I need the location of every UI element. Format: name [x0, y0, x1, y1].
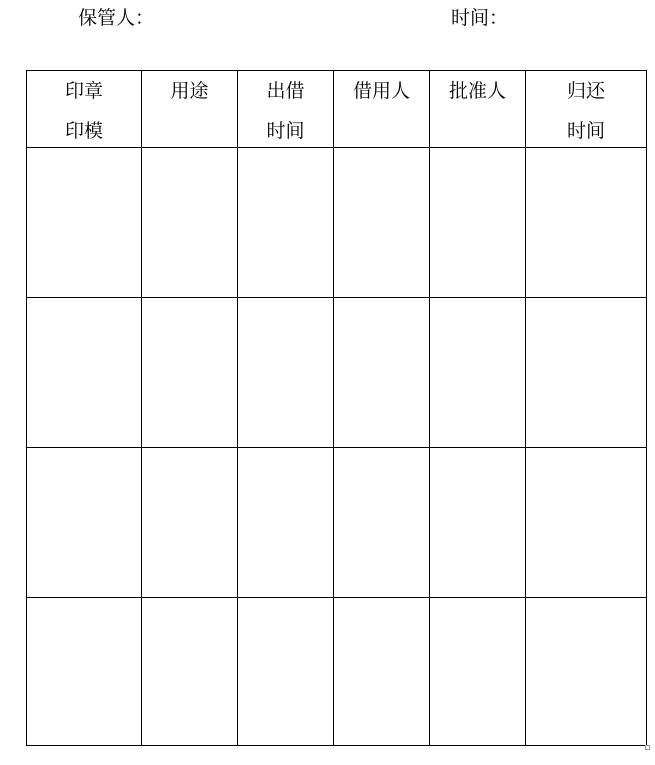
- column-header-seal-impression: [27, 71, 142, 148]
- table-cell[interactable]: [430, 148, 526, 298]
- end-of-cell-mark: [645, 745, 650, 750]
- table-cell[interactable]: [526, 298, 647, 448]
- table-row: [27, 448, 647, 598]
- table-cell[interactable]: [334, 598, 430, 746]
- table-cell[interactable]: [526, 148, 647, 298]
- date-label: 时间：: [451, 7, 509, 29]
- table-row: [27, 148, 647, 298]
- table-cell[interactable]: [27, 448, 142, 598]
- column-header-borrower: [334, 71, 430, 148]
- table-cell[interactable]: [27, 598, 142, 746]
- table-cell[interactable]: [142, 148, 238, 298]
- column-header-line: 印模: [64, 120, 103, 142]
- column-header-loan-time: [238, 71, 334, 148]
- table-cell[interactable]: [430, 598, 526, 746]
- table-cell[interactable]: [238, 148, 334, 298]
- table-cell[interactable]: [238, 298, 334, 448]
- seal-loan-register-table: [26, 70, 647, 746]
- table-row: [27, 598, 647, 746]
- table-cell[interactable]: [334, 148, 430, 298]
- column-header-line: 归还: [566, 80, 605, 102]
- column-header-purpose: [142, 71, 238, 148]
- table-row: [27, 298, 647, 448]
- table-cell[interactable]: [334, 298, 430, 448]
- table-cell[interactable]: [142, 448, 238, 598]
- table-cell[interactable]: [142, 598, 238, 746]
- table-cell[interactable]: [526, 448, 647, 598]
- column-header-line: 出借: [266, 80, 305, 102]
- table-header-row: [27, 71, 647, 148]
- table-cell[interactable]: [430, 298, 526, 448]
- table-cell[interactable]: [238, 598, 334, 746]
- column-header-line: 批准人: [448, 80, 506, 102]
- column-header-line: 用途: [170, 80, 209, 102]
- table-cell[interactable]: [27, 298, 142, 448]
- column-header-line: 借用人: [352, 80, 410, 102]
- column-header-return-time: [526, 71, 647, 148]
- column-header-line: 时间: [266, 120, 305, 142]
- keeper-label: 保管人：: [78, 7, 155, 29]
- column-header-line: 时间: [566, 120, 605, 142]
- table-cell[interactable]: [526, 598, 647, 746]
- table-cell[interactable]: [334, 448, 430, 598]
- table-cell[interactable]: [430, 448, 526, 598]
- table-cell[interactable]: [142, 298, 238, 448]
- column-header-approver: [430, 71, 526, 148]
- column-header-line: 印章: [64, 80, 103, 102]
- table-cell[interactable]: [27, 148, 142, 298]
- table-cell[interactable]: [238, 448, 334, 598]
